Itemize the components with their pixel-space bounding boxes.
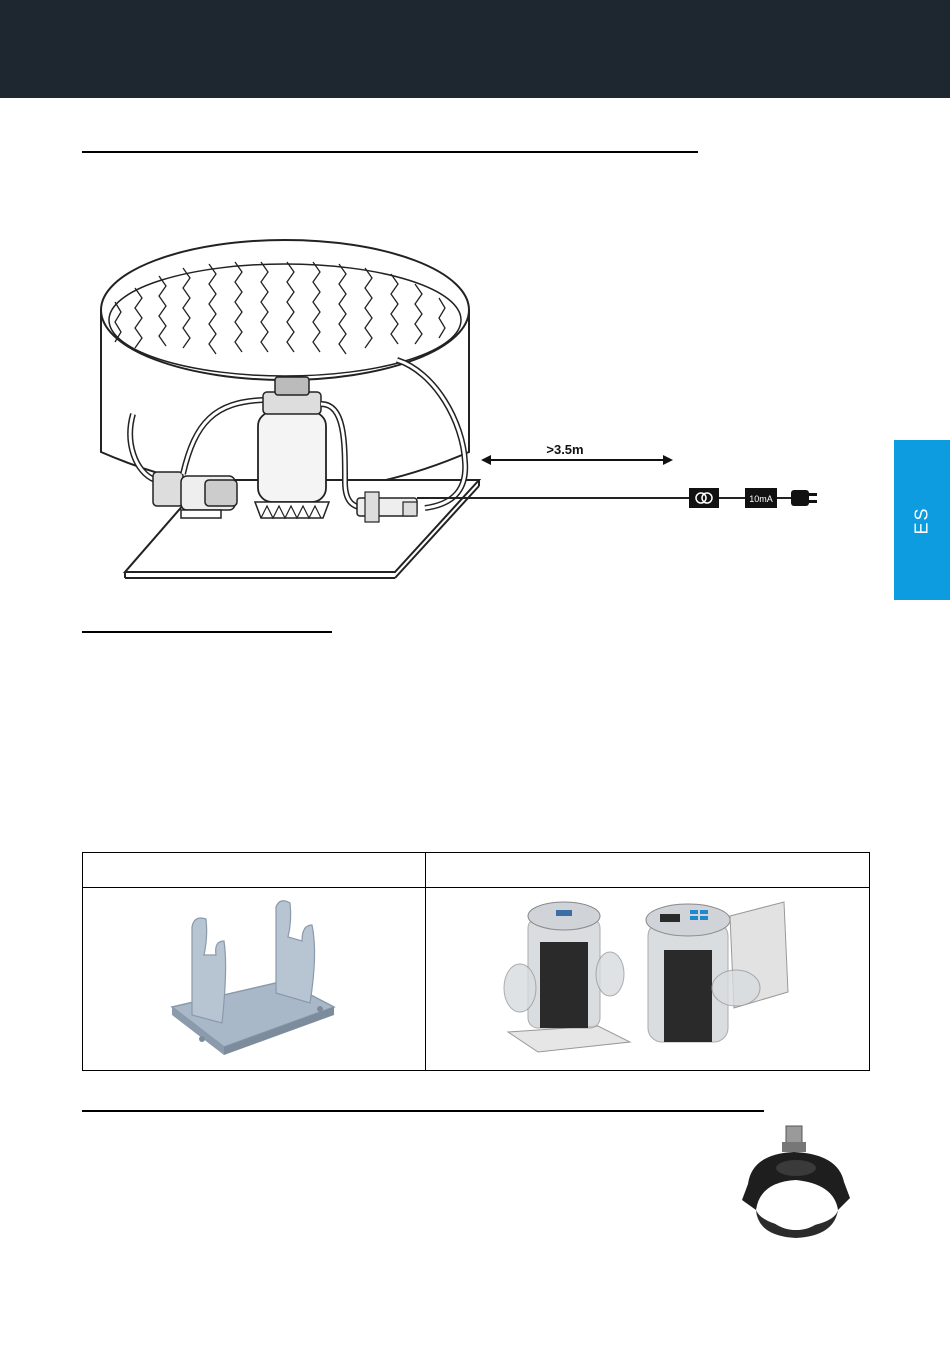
transformer-symbol	[689, 488, 719, 508]
parts-table-header-right	[426, 853, 870, 888]
saddle-clamp-image	[738, 1124, 858, 1244]
distance-label: >3.5m	[546, 442, 584, 457]
installation-diagram	[95, 222, 835, 582]
support-bracket-cell	[83, 888, 426, 1071]
plug-icon	[791, 490, 817, 506]
sand-filter	[255, 377, 329, 518]
language-tab-label: ES	[911, 505, 932, 535]
language-tab[interactable]	[894, 440, 950, 600]
section-rule-saddle	[82, 1110, 764, 1112]
section-rule-installation	[82, 151, 698, 153]
electrolysis-cell-cell	[426, 888, 870, 1071]
electrolysis-cell-image	[498, 892, 798, 1062]
section-rule-contents	[82, 631, 332, 633]
breaker-label: 10mA	[749, 494, 773, 504]
parts-table	[82, 852, 870, 1071]
support-bracket-image	[164, 897, 344, 1057]
page-header-bar	[0, 0, 950, 98]
parts-table-header-left	[83, 853, 426, 888]
